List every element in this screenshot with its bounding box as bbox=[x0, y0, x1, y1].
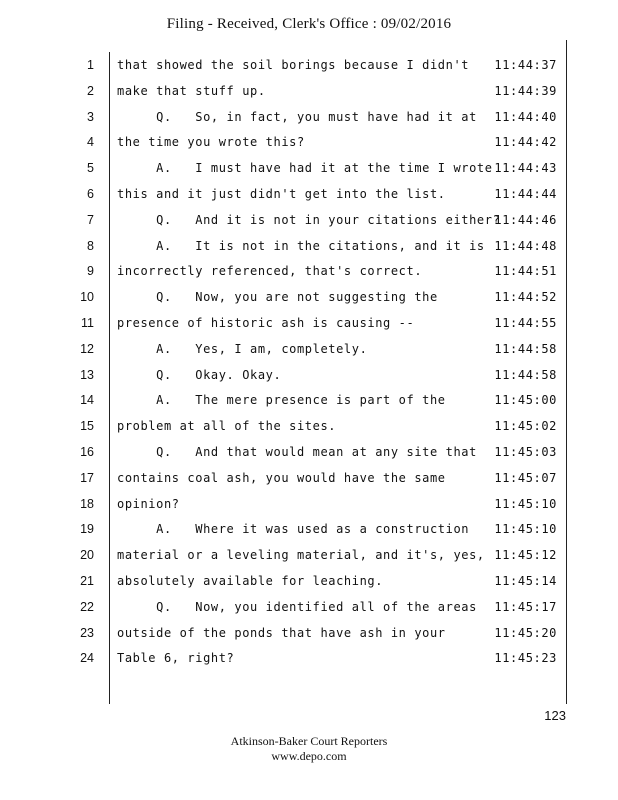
line-text: Q. Okay. Okay. bbox=[117, 367, 282, 382]
line-text: problem at all of the sites. bbox=[117, 419, 337, 434]
transcript-line bbox=[0, 289, 618, 315]
line-number: 4 bbox=[87, 135, 94, 150]
timestamp: 11:44:44 bbox=[494, 187, 557, 201]
transcript-line bbox=[0, 263, 618, 289]
timestamp: 11:45:00 bbox=[494, 393, 557, 408]
line-number: 19 bbox=[80, 522, 94, 537]
line-number: 7 bbox=[87, 212, 94, 227]
line-text: Q. Now, you identified all of the areas bbox=[117, 599, 477, 614]
footer-company: Atkinson-Baker Court Reporters bbox=[230, 734, 388, 748]
transcript-line bbox=[0, 650, 618, 676]
timestamp: 11:44:46 bbox=[494, 212, 557, 227]
line-number: 10 bbox=[80, 290, 94, 305]
transcript-line bbox=[0, 418, 618, 444]
timestamp: 11:45:14 bbox=[494, 574, 557, 588]
transcript-line bbox=[0, 521, 618, 547]
line-text: Q. And that would mean at any site that bbox=[117, 445, 477, 459]
line-number: 15 bbox=[80, 419, 94, 434]
line-text: that showed the soil borings because I didn't bbox=[117, 58, 470, 72]
line-number: 2 bbox=[87, 83, 94, 98]
line-text: Table 6, right? bbox=[117, 651, 235, 666]
transcript-line bbox=[0, 238, 618, 264]
filing-stamp-header: Filing - Received, Clerk's Office : 09/02/2016 bbox=[166, 16, 452, 32]
line-text: the time you wrote this? bbox=[117, 135, 305, 150]
transcript-line bbox=[0, 573, 618, 599]
timestamp: 11:44:48 bbox=[494, 238, 557, 253]
transcript-line bbox=[0, 83, 618, 109]
transcript-line bbox=[0, 134, 618, 160]
line-text: make that stuff up. bbox=[117, 83, 266, 98]
line-text: Q. Now, you are not suggesting the bbox=[117, 290, 438, 305]
timestamp: 11:44:42 bbox=[494, 135, 557, 150]
transcript-line bbox=[0, 496, 618, 522]
line-number: 3 bbox=[87, 109, 94, 124]
line-number: 11 bbox=[81, 316, 94, 330]
line-number: 5 bbox=[87, 161, 94, 176]
transcript-line bbox=[0, 367, 618, 393]
line-text: this and it just didn't get into the list. bbox=[117, 187, 446, 201]
footer-website: www.depo.com bbox=[271, 749, 347, 763]
timestamp: 11:44:40 bbox=[494, 109, 557, 124]
timestamp: 11:45:07 bbox=[494, 470, 557, 485]
transcript-line bbox=[0, 444, 618, 470]
timestamp: 11:45:23 bbox=[494, 651, 557, 666]
line-text: opinion? bbox=[117, 496, 180, 511]
line-number: 9 bbox=[87, 264, 94, 279]
timestamp: 11:44:55 bbox=[494, 316, 557, 330]
timestamp: 11:45:10 bbox=[494, 522, 557, 537]
line-text: incorrectly referenced, that's correct. bbox=[117, 264, 423, 279]
line-text: A. It is not in the citations, and it is bbox=[117, 238, 485, 253]
timestamp: 11:44:39 bbox=[494, 83, 557, 98]
transcript-line bbox=[0, 470, 618, 496]
timestamp: 11:45:10 bbox=[494, 496, 557, 511]
transcript-line bbox=[0, 212, 618, 238]
line-text: outside of the ponds that have ash in your bbox=[117, 625, 446, 640]
transcript-line bbox=[0, 625, 618, 651]
transcript-line bbox=[0, 341, 618, 367]
line-number: 16 bbox=[80, 445, 94, 459]
line-number: 13 bbox=[80, 367, 94, 382]
line-text: Q. So, in fact, you must have had it at bbox=[117, 109, 477, 124]
timestamp: 11:44:37 bbox=[494, 58, 557, 72]
line-text: absolutely available for leaching. bbox=[117, 574, 384, 588]
line-number: 1 bbox=[87, 58, 94, 72]
timestamp: 11:45:02 bbox=[494, 419, 557, 434]
line-number: 23 bbox=[80, 625, 94, 640]
timestamp: 11:44:58 bbox=[494, 367, 557, 382]
line-text: presence of historic ash is causing -- bbox=[117, 316, 415, 330]
line-text: A. I must have had it at the time I wrote bbox=[117, 161, 493, 176]
line-text: material or a leveling material, and it's, yes, bbox=[117, 548, 485, 563]
line-text: contains coal ash, you would have the same bbox=[117, 470, 446, 485]
transcript-line bbox=[0, 315, 618, 341]
transcript-line bbox=[0, 109, 618, 135]
line-text: A. The mere presence is part of the bbox=[117, 393, 446, 408]
line-number: 24 bbox=[80, 651, 94, 666]
transcript-line bbox=[0, 160, 618, 186]
line-text: A. Yes, I am, completely. bbox=[117, 341, 368, 356]
transcript-line bbox=[0, 547, 618, 573]
timestamp: 11:45:17 bbox=[494, 599, 557, 614]
transcript-line bbox=[0, 57, 618, 83]
timestamp: 11:44:51 bbox=[494, 264, 557, 279]
timestamp: 11:45:12 bbox=[494, 548, 557, 563]
line-text: A. Where it was used as a construction bbox=[117, 522, 470, 537]
line-text: Q. And it is not in your citations either? bbox=[117, 212, 501, 227]
line-number: 14 bbox=[80, 393, 94, 408]
line-number: 18 bbox=[80, 496, 94, 511]
line-number: 20 bbox=[80, 548, 94, 563]
line-number: 17 bbox=[80, 470, 94, 485]
timestamp: 11:44:52 bbox=[494, 290, 557, 305]
timestamp: 11:44:43 bbox=[494, 161, 557, 176]
line-number: 12 bbox=[80, 341, 94, 356]
line-number: 22 bbox=[80, 599, 94, 614]
line-number: 8 bbox=[87, 238, 94, 253]
page-number: 123 bbox=[544, 708, 566, 723]
timestamp: 11:44:58 bbox=[494, 341, 557, 356]
timestamp: 11:45:20 bbox=[494, 625, 557, 640]
transcript-line bbox=[0, 392, 618, 418]
line-number: 21 bbox=[80, 574, 94, 588]
timestamp: 11:45:03 bbox=[494, 445, 557, 459]
transcript-line bbox=[0, 599, 618, 625]
transcript-line bbox=[0, 186, 618, 212]
line-number: 6 bbox=[87, 187, 94, 201]
